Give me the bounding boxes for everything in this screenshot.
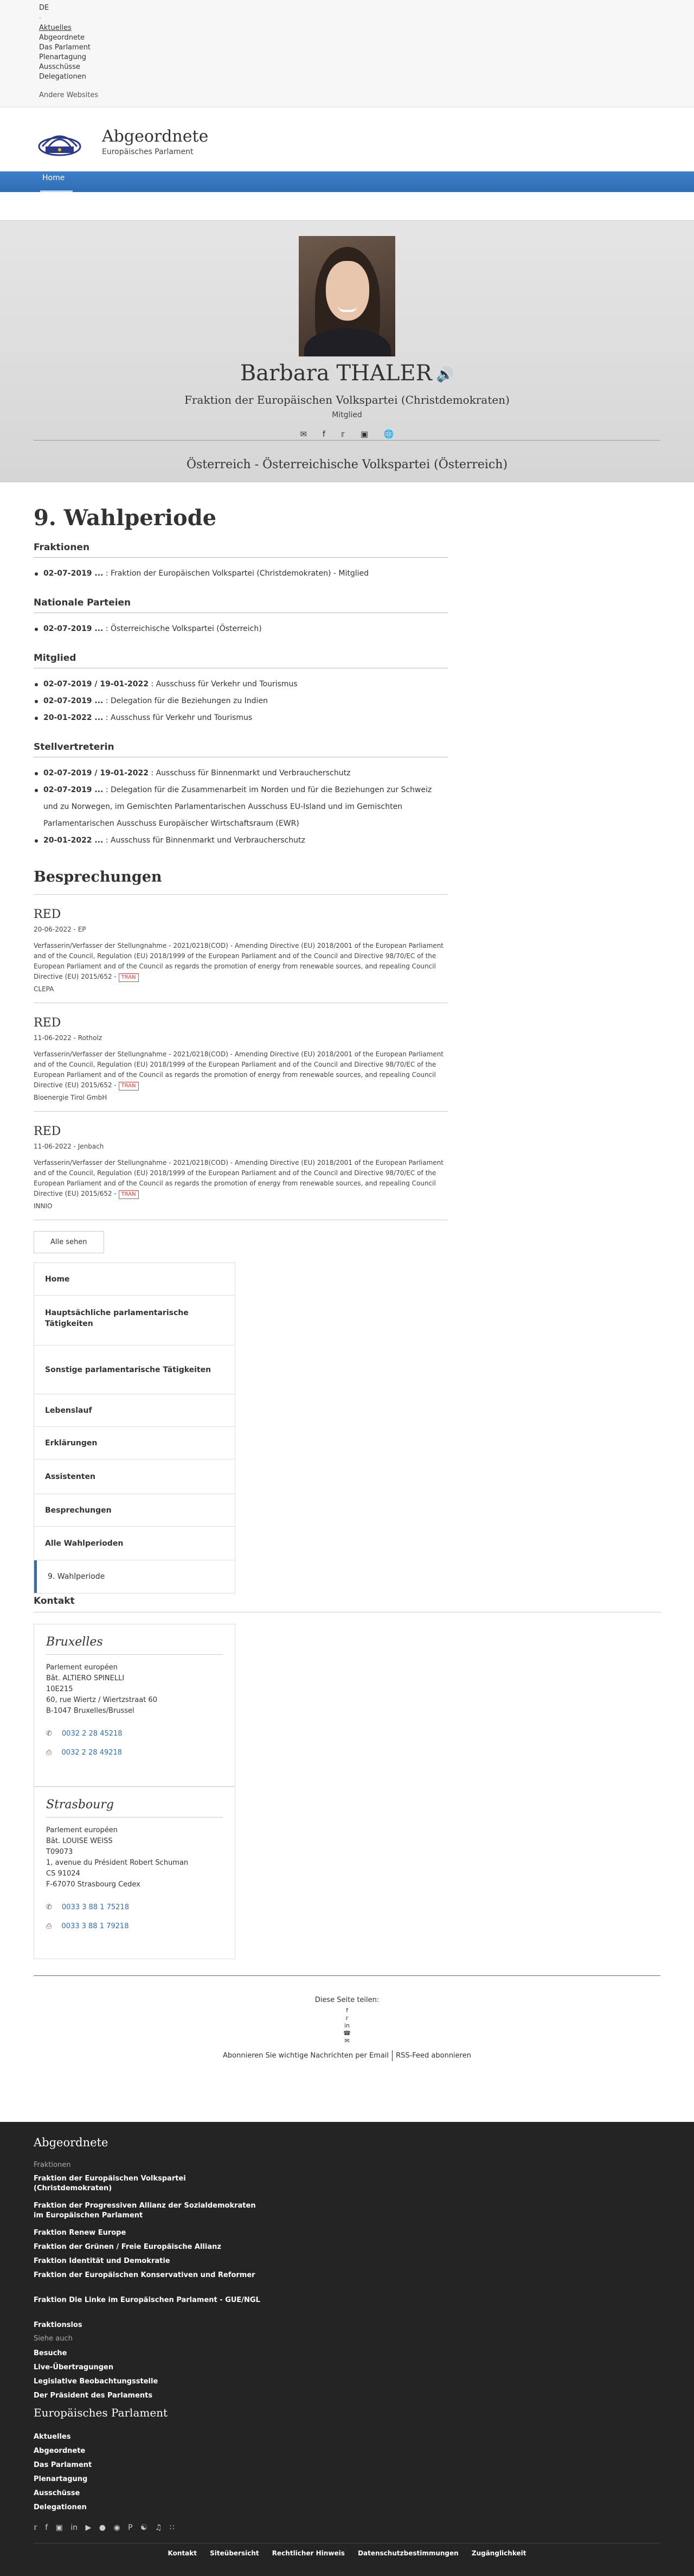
- fax-link[interactable]: ⎙ 0032 2 28 49218: [46, 1749, 123, 1757]
- fax-link[interactable]: ⎙ 0033 3 88 1 79218: [46, 1922, 129, 1930]
- footer-sitemap-link[interactable]: Siteübersicht: [210, 2549, 259, 2557]
- section-list-parteien: [34, 621, 448, 637]
- ep-logo-icon[interactable]: [38, 128, 81, 157]
- meeting-description: Verfasserin/Verfasser der Stellungnahme - 2021/0218(COD) - Amending Directive (EU) 2018/2001 of the European Parliament and of the Council, Regulation (EU) 2018/1999 of the European Parliament and of the Council and Directive 98/70/EC of the European Parliament and of the Council as regards the promotion of energy from renewable sources, and repealing Council Directive (EU) 2015/652 - TRAN: [34, 1049, 448, 1091]
- podcast-icon[interactable]: ♫: [155, 2523, 162, 2532]
- fax-icon: ⎙: [46, 1749, 52, 1757]
- top-menu: [39, 3, 91, 82]
- phone-icon: ✆: [46, 1903, 52, 1911]
- contact-heading: Kontakt: [34, 1596, 75, 1606]
- mep-country-party: Österreich - Österreichische Volkspartei (Österreich): [186, 458, 508, 471]
- footer-ep-link[interactable]: Das Parlament: [34, 2461, 92, 2469]
- language-selector[interactable]: DE: [39, 4, 49, 12]
- committee-tag[interactable]: TRAN: [119, 1190, 139, 1199]
- twitter-icon[interactable]: 𝕣: [340, 429, 345, 439]
- meetings-title: Besprechungen: [34, 869, 448, 895]
- footer-group-link[interactable]: Fraktion Renew Europe: [34, 2229, 126, 2237]
- sidebar-item-meetings[interactable]: Besprechungen: [34, 1494, 235, 1527]
- main-content: [0, 482, 694, 2180]
- mep-name: Barbara THALER: [240, 361, 432, 386]
- address-line: 60, rue Wiertz / Wiertzstraat 60: [46, 1696, 157, 1704]
- speaker-icon[interactable]: 🔊: [436, 367, 454, 383]
- nav-home-link[interactable]: Home: [42, 174, 65, 182]
- twitter-icon[interactable]: 𝕣: [34, 2523, 37, 2532]
- youtube-icon[interactable]: ▶: [85, 2523, 92, 2532]
- mep-group: Fraktion der Europäischen Volkspartei (Christdemokraten): [184, 393, 510, 406]
- footer-group-link[interactable]: Fraktion der Europäischen Konservativen und Reformer: [34, 2271, 255, 2279]
- site-subtitle: Europäisches Parlament: [102, 148, 194, 156]
- whatsapp-share-icon[interactable]: ☎: [343, 2030, 351, 2037]
- language-separator: -: [39, 15, 41, 21]
- pinterest-icon[interactable]: P: [128, 2523, 133, 2532]
- sidebar-item-assistants[interactable]: Assistenten: [34, 1459, 235, 1494]
- phone-link[interactable]: ✆ 0033 3 88 1 75218: [46, 1903, 129, 1911]
- see-all-button[interactable]: Alle sehen: [34, 1231, 104, 1253]
- flickr-icon[interactable]: ●: [99, 2523, 106, 2532]
- address-line: Bât. ALTIERO SPINELLI: [46, 1674, 125, 1682]
- top-bar: [0, 0, 694, 107]
- sidebar-item-term-9[interactable]: 9. Wahlperiode: [34, 1560, 235, 1593]
- main-nav: [0, 171, 694, 192]
- sidebar-item-declarations[interactable]: Erklärungen: [34, 1427, 235, 1459]
- linkedin-share-icon[interactable]: in: [344, 2022, 350, 2029]
- sidebar-item-main-activities[interactable]: Hauptsächliche parlamentarische Tätigkeiten: [34, 1296, 235, 1346]
- section-list-stellvertreterin: [34, 765, 448, 849]
- facebook-icon[interactable]: f: [322, 429, 326, 439]
- meeting-title: RED: [34, 1125, 61, 1138]
- meeting-organisation: Bioenergie Tirol GmbH: [34, 1094, 107, 1101]
- meeting-item: [34, 895, 448, 1003]
- menu-item-abgeordnete[interactable]: Abgeordnete: [39, 34, 85, 42]
- footer-see-also-link[interactable]: Legislative Beobachtungsstelle: [34, 2377, 158, 2386]
- meeting-date: 11-06-2022 - Rotholz: [34, 1034, 102, 1042]
- footer-legal-link[interactable]: Rechtlicher Hinweis: [272, 2549, 345, 2557]
- address-line: B-1047 Bruxelles/Brussel: [46, 1707, 134, 1715]
- office-brussels: [34, 1624, 235, 1787]
- section-heading-stellvertreterin: Stellvertreterin: [34, 742, 448, 757]
- site-footer: [0, 2122, 694, 2576]
- footer-bottom-links: [0, 2549, 694, 2557]
- mep-role: Mitglied: [332, 411, 362, 419]
- list-item: 02-07-2019 ... : Delegation für die Zusammenarbeit im Norden und für die Beziehungen zur Schweiz und zu Norwegen, im Gemischten Parlamentarischen Ausschuss EU-Island und im Gemischten Parlamentarischen Ausschuss Europäischer Wirtschaftsraum (EWR): [34, 782, 448, 832]
- list-item: 02-07-2019 / 19-01-2022 : Ausschuss für Binnenmarkt und Verbraucherschutz: [34, 765, 448, 782]
- footer-group-link[interactable]: Fraktion Identität und Demokratie: [34, 2257, 170, 2265]
- footer-ep-link[interactable]: Plenartagung: [34, 2475, 88, 2483]
- meeting-date: 20-06-2022 - EP: [34, 926, 86, 933]
- menu-item-plenartagung[interactable]: Plenartagung: [39, 53, 87, 61]
- footer-ep-link[interactable]: Ausschüsse: [34, 2489, 80, 2497]
- hero-divider: [34, 440, 660, 441]
- phone-link[interactable]: ✆ 0032 2 28 45218: [46, 1730, 123, 1738]
- site-title[interactable]: Abgeordnete: [102, 127, 209, 146]
- snapchat-icon[interactable]: ☯: [140, 2523, 147, 2532]
- meeting-description: Verfasserin/Verfasser der Stellungnahme - 2021/0218(COD) - Amending Directive (EU) 2018/2001 of the European Parliament and of the Council, Regulation (EU) 2018/1999 of the European Parliament and of the Council and Directive 98/70/EC of the European Parliament and of the Council as regards the promotion of energy from renewable sources, and repealing Council Directive (EU) 2015/652 - TRAN: [34, 941, 448, 982]
- footer-ep-link[interactable]: Delegationen: [34, 2503, 87, 2511]
- meeting-item: [34, 1112, 448, 1220]
- footer-group-link[interactable]: Fraktion der Europäischen Volkspartei (Christdemokraten): [34, 2175, 186, 2192]
- facebook-share-icon[interactable]: f: [346, 2007, 348, 2014]
- list-item: 20-01-2022 ... : Ausschuss für Binnenmarkt und Verbraucherschutz: [34, 832, 448, 849]
- section-heading-parteien: Nationale Parteien: [34, 597, 448, 613]
- sidebar-item-cv[interactable]: Lebenslauf: [34, 1394, 235, 1427]
- meeting-description: Verfasserin/Verfasser der Stellungnahme - 2021/0218(COD) - Amending Directive (EU) 2018/2001 of the European Parliament and of the Council, Regulation (EU) 2018/1999 of the European Parliament and of the Council and Directive 98/70/EC of the European Parliament and of the Council as regards the promotion of energy from renewable sources, and repealing Council Directive (EU) 2015/652 - TRAN: [34, 1158, 448, 1199]
- reddit-icon[interactable]: ◉: [113, 2523, 120, 2532]
- sidebar-item-home[interactable]: Home: [34, 1263, 235, 1296]
- mep-photo: [299, 236, 395, 356]
- list-item: 20-01-2022 ... : Ausschuss für Verkehr und Tourismus: [34, 710, 448, 726]
- address-line: Parlement européen: [46, 1663, 118, 1672]
- address-line: CS 91024: [46, 1870, 80, 1878]
- footer-accessibility-link[interactable]: Zugänglichkeit: [471, 2549, 526, 2557]
- section-heading-fraktionen: Fraktionen: [34, 542, 448, 558]
- linkedin-icon[interactable]: in: [70, 2523, 78, 2532]
- footer-see-also-link[interactable]: Der Präsident des Parlaments: [34, 2392, 153, 2400]
- rss-subscribe-link[interactable]: RSS-Feed abonnieren: [396, 2051, 471, 2060]
- email-subscribe-link[interactable]: Abonnieren Sie wichtige Nachrichten per Email: [223, 2051, 389, 2060]
- section-heading-mitglied: Mitglied: [34, 653, 448, 668]
- list-item: 02-07-2019 / 19-01-2022 : Ausschuss für Verkehr und Tourismus: [34, 676, 448, 693]
- address-line: Bât. LOUISE WEISS: [46, 1837, 113, 1845]
- address-line: 1, avenue du Président Robert Schuman: [46, 1859, 189, 1867]
- site-header: [0, 107, 694, 171]
- footer-see-also-link[interactable]: Besuche: [34, 2349, 67, 2357]
- website-icon[interactable]: 🌐: [383, 429, 394, 439]
- committee-tag[interactable]: TRAN: [119, 973, 139, 982]
- instagram-icon[interactable]: ▣: [360, 429, 369, 439]
- share-divider: [34, 1975, 660, 1976]
- term-title: 9. Wahlperiode: [34, 505, 217, 531]
- office-strasbourg: [34, 1787, 235, 1959]
- address-line: Parlement européen: [46, 1826, 118, 1834]
- social-links: [0, 429, 694, 439]
- footer-social-icons: [34, 2523, 180, 2532]
- address-line: T09073: [46, 1848, 73, 1856]
- nav-active-indicator: [40, 190, 73, 192]
- twitter-share-icon[interactable]: 𝕣: [345, 2014, 349, 2022]
- committee-tag[interactable]: TRAN: [119, 1082, 139, 1091]
- footer-title[interactable]: Abgeordnete: [34, 2136, 108, 2149]
- meeting-date: 11-06-2022 - Jenbach: [34, 1143, 104, 1150]
- address-line: 10E215: [46, 1685, 73, 1693]
- email-icon[interactable]: ✉: [300, 429, 307, 439]
- meeting-item: [34, 1003, 448, 1112]
- footer-group-link[interactable]: Fraktionslos: [34, 2321, 82, 2329]
- fax-icon: ⎙: [46, 1922, 52, 1930]
- phone-icon: ✆: [46, 1730, 52, 1738]
- list-item: 02-07-2019 ... : Österreichische Volkspartei (Österreich): [34, 621, 448, 637]
- instagram-icon[interactable]: ▣: [55, 2523, 63, 2532]
- footer-ep-link[interactable]: Abgeordnete: [34, 2447, 86, 2455]
- menu-item-delegationen[interactable]: Delegationen: [39, 73, 86, 81]
- list-item: 02-07-2019 ... : Delegation für die Beziehungen zu Indien: [34, 693, 448, 710]
- share-icons: [0, 2007, 694, 2045]
- menu-item-ausschuesse[interactable]: Ausschüsse: [39, 63, 80, 71]
- section-list-fraktionen: [34, 565, 448, 582]
- share-label: Diese Seite teilen:: [314, 1996, 380, 2004]
- office-city: Strasbourg: [46, 1798, 223, 1818]
- footer-ep-title[interactable]: Europäisches Parlament: [34, 2406, 168, 2419]
- meeting-organisation: CLEPA: [34, 985, 54, 993]
- email-share-icon[interactable]: ✉: [344, 2037, 350, 2044]
- footer-group-link[interactable]: Fraktion der Progressiven Allianz der Sozialdemokraten im Europäischen Parlament: [34, 2202, 256, 2220]
- footer-privacy-link[interactable]: Datenschutzbestimmungen: [358, 2549, 459, 2557]
- menu-item-aktuelles[interactable]: Aktuelles: [39, 24, 72, 32]
- mep-name-row: [0, 361, 694, 386]
- mep-hero: [0, 220, 694, 482]
- footer-contact-link[interactable]: Kontakt: [168, 2549, 197, 2557]
- list-item: 02-07-2019 ... : Fraktion der Europäischen Volkspartei (Christdemokraten) - Mitglied: [34, 565, 448, 582]
- sidebar-item-all-terms[interactable]: Alle Wahlperioden: [34, 1527, 235, 1560]
- section-list-mitglied: [34, 676, 448, 726]
- office-city: Bruxelles: [46, 1635, 223, 1655]
- footer-ep-link[interactable]: Aktuelles: [34, 2433, 71, 2441]
- footer-see-also-link[interactable]: Live-Übertragungen: [34, 2363, 114, 2371]
- footer-group-link[interactable]: Fraktion Die Linke im Europäischen Parlament - GUE/NGL: [34, 2296, 260, 2304]
- footer-group-link[interactable]: Fraktion der Grünen / Freie Europäische Allianz: [34, 2243, 221, 2251]
- footer-groups-label: Fraktionen: [34, 2161, 71, 2169]
- meeting-title: RED: [34, 908, 61, 921]
- other-sites-link[interactable]: Andere Websites: [39, 91, 99, 99]
- meeting-title: RED: [34, 1016, 61, 1030]
- menu-item-parlament[interactable]: Das Parlament: [39, 43, 91, 52]
- rss-icon[interactable]: ∷: [170, 2523, 175, 2532]
- meeting-organisation: INNIO: [34, 1202, 53, 1210]
- facebook-icon[interactable]: f: [45, 2523, 48, 2532]
- subscribe-row: [0, 2050, 694, 2061]
- address-line: F-67070 Strasbourg Cedex: [46, 1880, 140, 1889]
- footer-see-also-label: Siehe auch: [34, 2335, 73, 2343]
- term-sections: [34, 542, 448, 1253]
- sidebar-item-other-activities[interactable]: Sonstige parlamentarische Tätigkeiten: [34, 1346, 235, 1394]
- profile-sidebar: [34, 1263, 235, 1593]
